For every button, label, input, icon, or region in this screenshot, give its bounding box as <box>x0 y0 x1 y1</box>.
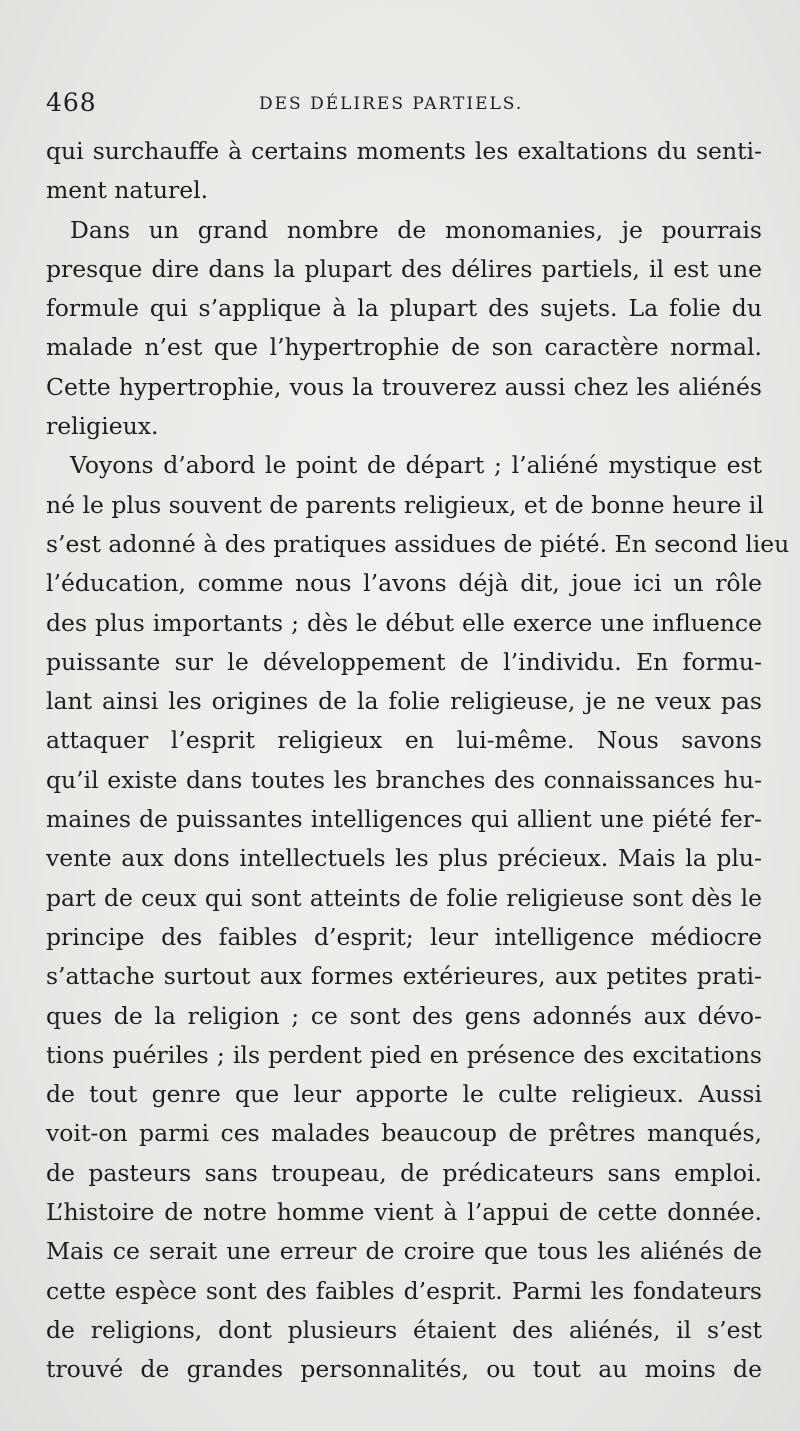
page-number: 468 <box>46 88 97 117</box>
body-text <box>46 132 790 1390</box>
text-line: ment naturel. <box>46 176 209 205</box>
text-line: principe des faibles d’esprit; leur intelligence médiocre <box>46 922 762 951</box>
text-line: ques de la religion ; ce sont des gens adonnés aux dévo- <box>46 1001 762 1030</box>
text-line: né le plus souvent de parents religieux, et de bonne heure il <box>46 490 764 519</box>
text-line: attaquer l’esprit religieux en lui-même. Nous savons <box>46 726 762 755</box>
text-line: tions puériles ; ils perdent pied en présence des excitations <box>46 1040 762 1069</box>
text-line: puissante sur le développement de l’individu. En formu- <box>46 647 762 676</box>
text-line: de pasteurs sans troupeau, de prédicateurs sans emploi. <box>46 1158 762 1187</box>
text-line: religieux. <box>46 412 159 441</box>
text-line: formule qui s’applique à la plupart des sujets. La folie du <box>46 294 762 323</box>
text-line: des plus importants ; dès le début elle exerce une influence <box>46 608 762 637</box>
text-line: lant ainsi les origines de la folie religieuse, je ne veux pas <box>46 687 762 716</box>
text-line: Dans un grand nombre de monomanies, je pourrais <box>70 215 762 244</box>
text-line: de tout genre que leur apporte le culte religieux. Aussi <box>46 1080 762 1109</box>
text-line: malade n’est que l’hypertrophie de son caractère normal. <box>46 333 762 362</box>
text-line: l’éducation, comme nous l’avons déjà dit, joue ici un rôle <box>46 569 762 598</box>
text-line: trouvé de grandes personnalités, ou tout au moins de <box>46 1355 762 1384</box>
text-line: Cette hypertrophie, vous la trouverez aussi chez les aliénés <box>46 372 762 401</box>
text-line: L’histoire de notre homme vient à l’appui de cette donnée. <box>46 1198 762 1227</box>
running-head: DES DÉLIRES PARTIELS. <box>259 94 524 114</box>
text-line: presque dire dans la plupart des délires partiels, il est une <box>46 254 762 283</box>
text-line: maines de puissantes intelligences qui allient une piété fer- <box>46 805 762 834</box>
text-line: s’est adonné à des pratiques assidues de piété. En second lieu <box>46 529 790 558</box>
text-line: vente aux dons intellectuels les plus précieux. Mais la plu- <box>46 844 762 873</box>
text-line: cette espèce sont des faibles d’esprit. Parmi les fondateurs <box>46 1276 762 1305</box>
text-line: Voyons d’abord le point de départ ; l’aliéné mystique est <box>70 451 762 480</box>
text-line: Mais ce serait une erreur de croire que tous les aliénés de <box>46 1237 762 1266</box>
page-header <box>46 88 760 122</box>
text-line: part de ceux qui sont atteints de folie religieuse sont dès le <box>46 883 762 912</box>
text-line: s’attache surtout aux formes extérieures, aux petites prati- <box>46 962 762 991</box>
text-line: voit-on parmi ces malades beaucoup de prêtres manqués, <box>46 1119 762 1148</box>
text-line: qu’il existe dans toutes les branches des connaissances hu- <box>46 765 762 794</box>
text-line: de religions, dont plusieurs étaient des aliénés, il s’est <box>46 1315 762 1344</box>
text-line: qui surchauffe à certains moments les exaltations du senti- <box>46 137 762 165</box>
